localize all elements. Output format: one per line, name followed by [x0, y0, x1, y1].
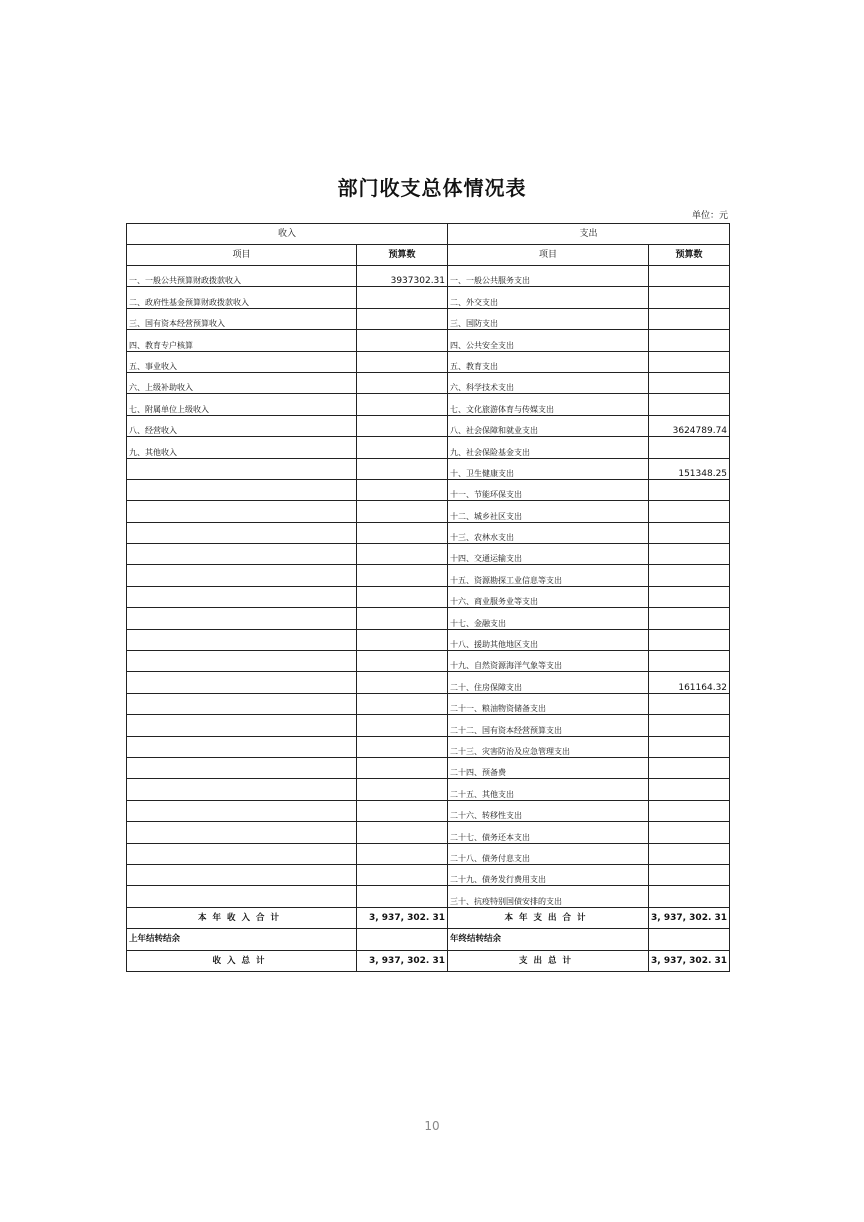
budget-table	[126, 223, 730, 972]
expense-budget-header: 预算数	[649, 245, 730, 266]
expense-item-cell: 五、教育支出	[448, 351, 649, 372]
income-item-cell	[127, 886, 357, 907]
income-item-cell: 五、事业收入	[127, 351, 357, 372]
income-item-cell	[127, 822, 357, 843]
income-item-cell: 七、附属单位上级收入	[127, 394, 357, 415]
expense-amount-cell	[649, 586, 730, 607]
table-row	[127, 608, 730, 629]
expense-item-cell: 七、文化旅游体育与传媒支出	[448, 394, 649, 415]
income-amount-cell	[357, 351, 448, 372]
expense-item-cell: 十二、城乡社区支出	[448, 501, 649, 522]
expense-amount-cell	[649, 629, 730, 650]
income-amount-cell	[357, 608, 448, 629]
income-item-cell	[127, 864, 357, 885]
expense-amount-cell	[649, 544, 730, 565]
income-item-cell	[127, 629, 357, 650]
expense-amount-cell	[649, 308, 730, 329]
end-carryover-amount	[649, 929, 730, 950]
expense-item-cell: 二十七、债务还本支出	[448, 822, 649, 843]
table-row	[127, 800, 730, 821]
expense-amount-cell	[649, 501, 730, 522]
expense-grand-total-amount: 3, 937, 302. 31	[649, 950, 730, 971]
expense-amount-cell	[649, 479, 730, 500]
year-expense-total-label: 本年支出合计	[448, 907, 649, 928]
income-amount-cell	[357, 330, 448, 351]
expense-item-cell: 二十六、转移性支出	[448, 800, 649, 821]
income-grand-total-amount: 3, 937, 302. 31	[357, 950, 448, 971]
income-item-cell	[127, 651, 357, 672]
table-row	[127, 437, 730, 458]
income-item-cell	[127, 843, 357, 864]
expense-item-cell: 十一、节能环保支出	[448, 479, 649, 500]
income-amount-cell	[357, 522, 448, 543]
table-row	[127, 330, 730, 351]
expense-item-cell: 二十一、粮油物资储备支出	[448, 693, 649, 714]
year-total-row	[127, 907, 730, 928]
end-carryover-label: 年终结转结余	[448, 929, 649, 950]
header-row-sections	[127, 224, 730, 245]
income-item-cell	[127, 672, 357, 693]
income-amount-cell	[357, 287, 448, 308]
income-item-cell: 八、经营收入	[127, 415, 357, 436]
table-row	[127, 886, 730, 907]
income-item-cell: 六、上级补助收入	[127, 372, 357, 393]
income-amount-cell	[357, 843, 448, 864]
expense-item-cell: 二十九、债务发行费用支出	[448, 864, 649, 885]
income-section-header: 收入	[127, 224, 448, 245]
table-row	[127, 843, 730, 864]
expense-amount-cell	[649, 266, 730, 287]
income-item-cell	[127, 736, 357, 757]
income-amount-cell	[357, 479, 448, 500]
expense-item-cell: 二十四、预备费	[448, 757, 649, 778]
table-row	[127, 565, 730, 586]
header-row-columns	[127, 245, 730, 266]
expense-item-cell: 二十八、债务付息支出	[448, 843, 649, 864]
income-item-cell	[127, 544, 357, 565]
expense-item-cell: 十九、自然资源海洋气象等支出	[448, 651, 649, 672]
income-amount-cell	[357, 394, 448, 415]
expense-item-cell: 六、科学技术支出	[448, 372, 649, 393]
income-amount-cell	[357, 372, 448, 393]
income-item-cell	[127, 565, 357, 586]
income-amount-cell	[357, 779, 448, 800]
income-amount-cell	[357, 864, 448, 885]
expense-item-cell: 二、外交支出	[448, 287, 649, 308]
expense-item-cell: 四、公共安全支出	[448, 330, 649, 351]
income-item-cell	[127, 779, 357, 800]
income-amount-cell	[357, 886, 448, 907]
income-amount-cell: 3937302.31	[357, 266, 448, 287]
expense-amount-cell	[649, 608, 730, 629]
income-amount-cell	[357, 629, 448, 650]
table-row	[127, 351, 730, 372]
income-amount-cell	[357, 458, 448, 479]
income-amount-cell	[357, 757, 448, 778]
table-row	[127, 715, 730, 736]
expense-item-cell: 二十五、其他支出	[448, 779, 649, 800]
income-amount-cell	[357, 651, 448, 672]
expense-amount-cell	[649, 372, 730, 393]
expense-amount-cell	[649, 651, 730, 672]
income-item-cell	[127, 693, 357, 714]
prev-carryover-label: 上年结转结余	[127, 929, 357, 950]
expense-item-cell: 一、一般公共服务支出	[448, 266, 649, 287]
expense-amount-cell	[649, 394, 730, 415]
expense-item-cell: 三、国防支出	[448, 308, 649, 329]
grand-total-row	[127, 950, 730, 971]
income-amount-cell	[357, 672, 448, 693]
year-income-total-label: 本年收入合计	[127, 907, 357, 928]
expense-item-cell: 二十、住房保障支出	[448, 672, 649, 693]
expense-grand-total-label: 支出总计	[448, 950, 649, 971]
expense-amount-cell: 3624789.74	[649, 415, 730, 436]
income-item-cell	[127, 522, 357, 543]
expense-amount-cell	[649, 437, 730, 458]
expense-amount-cell	[649, 693, 730, 714]
income-amount-cell	[357, 736, 448, 757]
expense-item-cell: 十、卫生健康支出	[448, 458, 649, 479]
page-title: 部门收支总体情况表	[337, 176, 527, 200]
expense-amount-cell	[649, 843, 730, 864]
income-amount-cell	[357, 501, 448, 522]
expense-amount-cell	[649, 757, 730, 778]
income-item-cell	[127, 501, 357, 522]
table-row	[127, 736, 730, 757]
income-item-cell: 三、国有资本经营预算收入	[127, 308, 357, 329]
income-amount-cell	[357, 565, 448, 586]
expense-amount-cell	[649, 864, 730, 885]
table-row	[127, 822, 730, 843]
income-amount-cell	[357, 308, 448, 329]
table-row	[127, 415, 730, 436]
income-item-cell: 九、其他收入	[127, 437, 357, 458]
expense-amount-cell	[649, 886, 730, 907]
income-item-cell: 四、教育专户核算	[127, 330, 357, 351]
expense-item-cell: 九、社会保险基金支出	[448, 437, 649, 458]
expense-section-header: 支出	[448, 224, 730, 245]
table-row	[127, 693, 730, 714]
income-amount-cell	[357, 822, 448, 843]
income-amount-cell	[357, 693, 448, 714]
income-amount-cell	[357, 544, 448, 565]
expense-amount-cell	[649, 800, 730, 821]
income-item-cell	[127, 715, 357, 736]
table-row	[127, 394, 730, 415]
expense-item-cell: 十七、金融支出	[448, 608, 649, 629]
income-item-header: 项目	[127, 245, 357, 266]
expense-item-cell: 三十、抗疫特别国债安排的支出	[448, 886, 649, 907]
expense-item-cell: 十五、资源勘探工业信息等支出	[448, 565, 649, 586]
income-item-cell: 一、一般公共预算财政拨款收入	[127, 266, 357, 287]
table-row	[127, 287, 730, 308]
income-item-cell	[127, 757, 357, 778]
expense-item-cell: 十四、交通运输支出	[448, 544, 649, 565]
expense-item-header: 项目	[448, 245, 649, 266]
table-row	[127, 266, 730, 287]
year-expense-total-amount: 3, 937, 302. 31	[649, 907, 730, 928]
income-amount-cell	[357, 586, 448, 607]
income-amount-cell	[357, 800, 448, 821]
income-item-cell	[127, 479, 357, 500]
income-amount-cell	[357, 715, 448, 736]
expense-item-cell: 十六、商业服务业等支出	[448, 586, 649, 607]
income-grand-total-label: 收入总计	[127, 950, 357, 971]
table-row	[127, 629, 730, 650]
income-item-cell	[127, 608, 357, 629]
expense-item-cell: 二十二、国有资本经营预算支出	[448, 715, 649, 736]
income-item-cell: 二、政府性基金预算财政拨款收入	[127, 287, 357, 308]
table-row	[127, 501, 730, 522]
table-row	[127, 522, 730, 543]
expense-amount-cell	[649, 522, 730, 543]
table-row	[127, 308, 730, 329]
expense-amount-cell	[649, 779, 730, 800]
year-income-total-amount: 3, 937, 302. 31	[357, 907, 448, 928]
table-row	[127, 458, 730, 479]
table-row	[127, 544, 730, 565]
expense-amount-cell	[649, 351, 730, 372]
prev-carryover-amount	[357, 929, 448, 950]
expense-amount-cell: 161164.32	[649, 672, 730, 693]
expense-amount-cell	[649, 565, 730, 586]
expense-amount-cell	[649, 330, 730, 351]
table-row	[127, 672, 730, 693]
expense-amount-cell	[649, 287, 730, 308]
expense-item-cell: 八、社会保障和就业支出	[448, 415, 649, 436]
expense-item-cell: 十八、援助其他地区支出	[448, 629, 649, 650]
table-row	[127, 586, 730, 607]
table-row	[127, 479, 730, 500]
carryover-row	[127, 929, 730, 950]
table-row	[127, 779, 730, 800]
expense-amount-cell	[649, 822, 730, 843]
page-number: 10	[424, 1119, 440, 1133]
table-row	[127, 757, 730, 778]
expense-amount-cell: 151348.25	[649, 458, 730, 479]
income-item-cell	[127, 586, 357, 607]
income-item-cell	[127, 800, 357, 821]
expense-item-cell: 十三、农林水支出	[448, 522, 649, 543]
income-budget-header: 预算数	[357, 245, 448, 266]
income-amount-cell	[357, 437, 448, 458]
income-item-cell	[127, 458, 357, 479]
income-amount-cell	[357, 415, 448, 436]
expense-amount-cell	[649, 736, 730, 757]
table-row	[127, 372, 730, 393]
table-row	[127, 864, 730, 885]
expense-amount-cell	[649, 715, 730, 736]
table-row	[127, 651, 730, 672]
unit-label: 单位：元	[691, 211, 728, 221]
expense-item-cell: 二十三、灾害防治及应急管理支出	[448, 736, 649, 757]
